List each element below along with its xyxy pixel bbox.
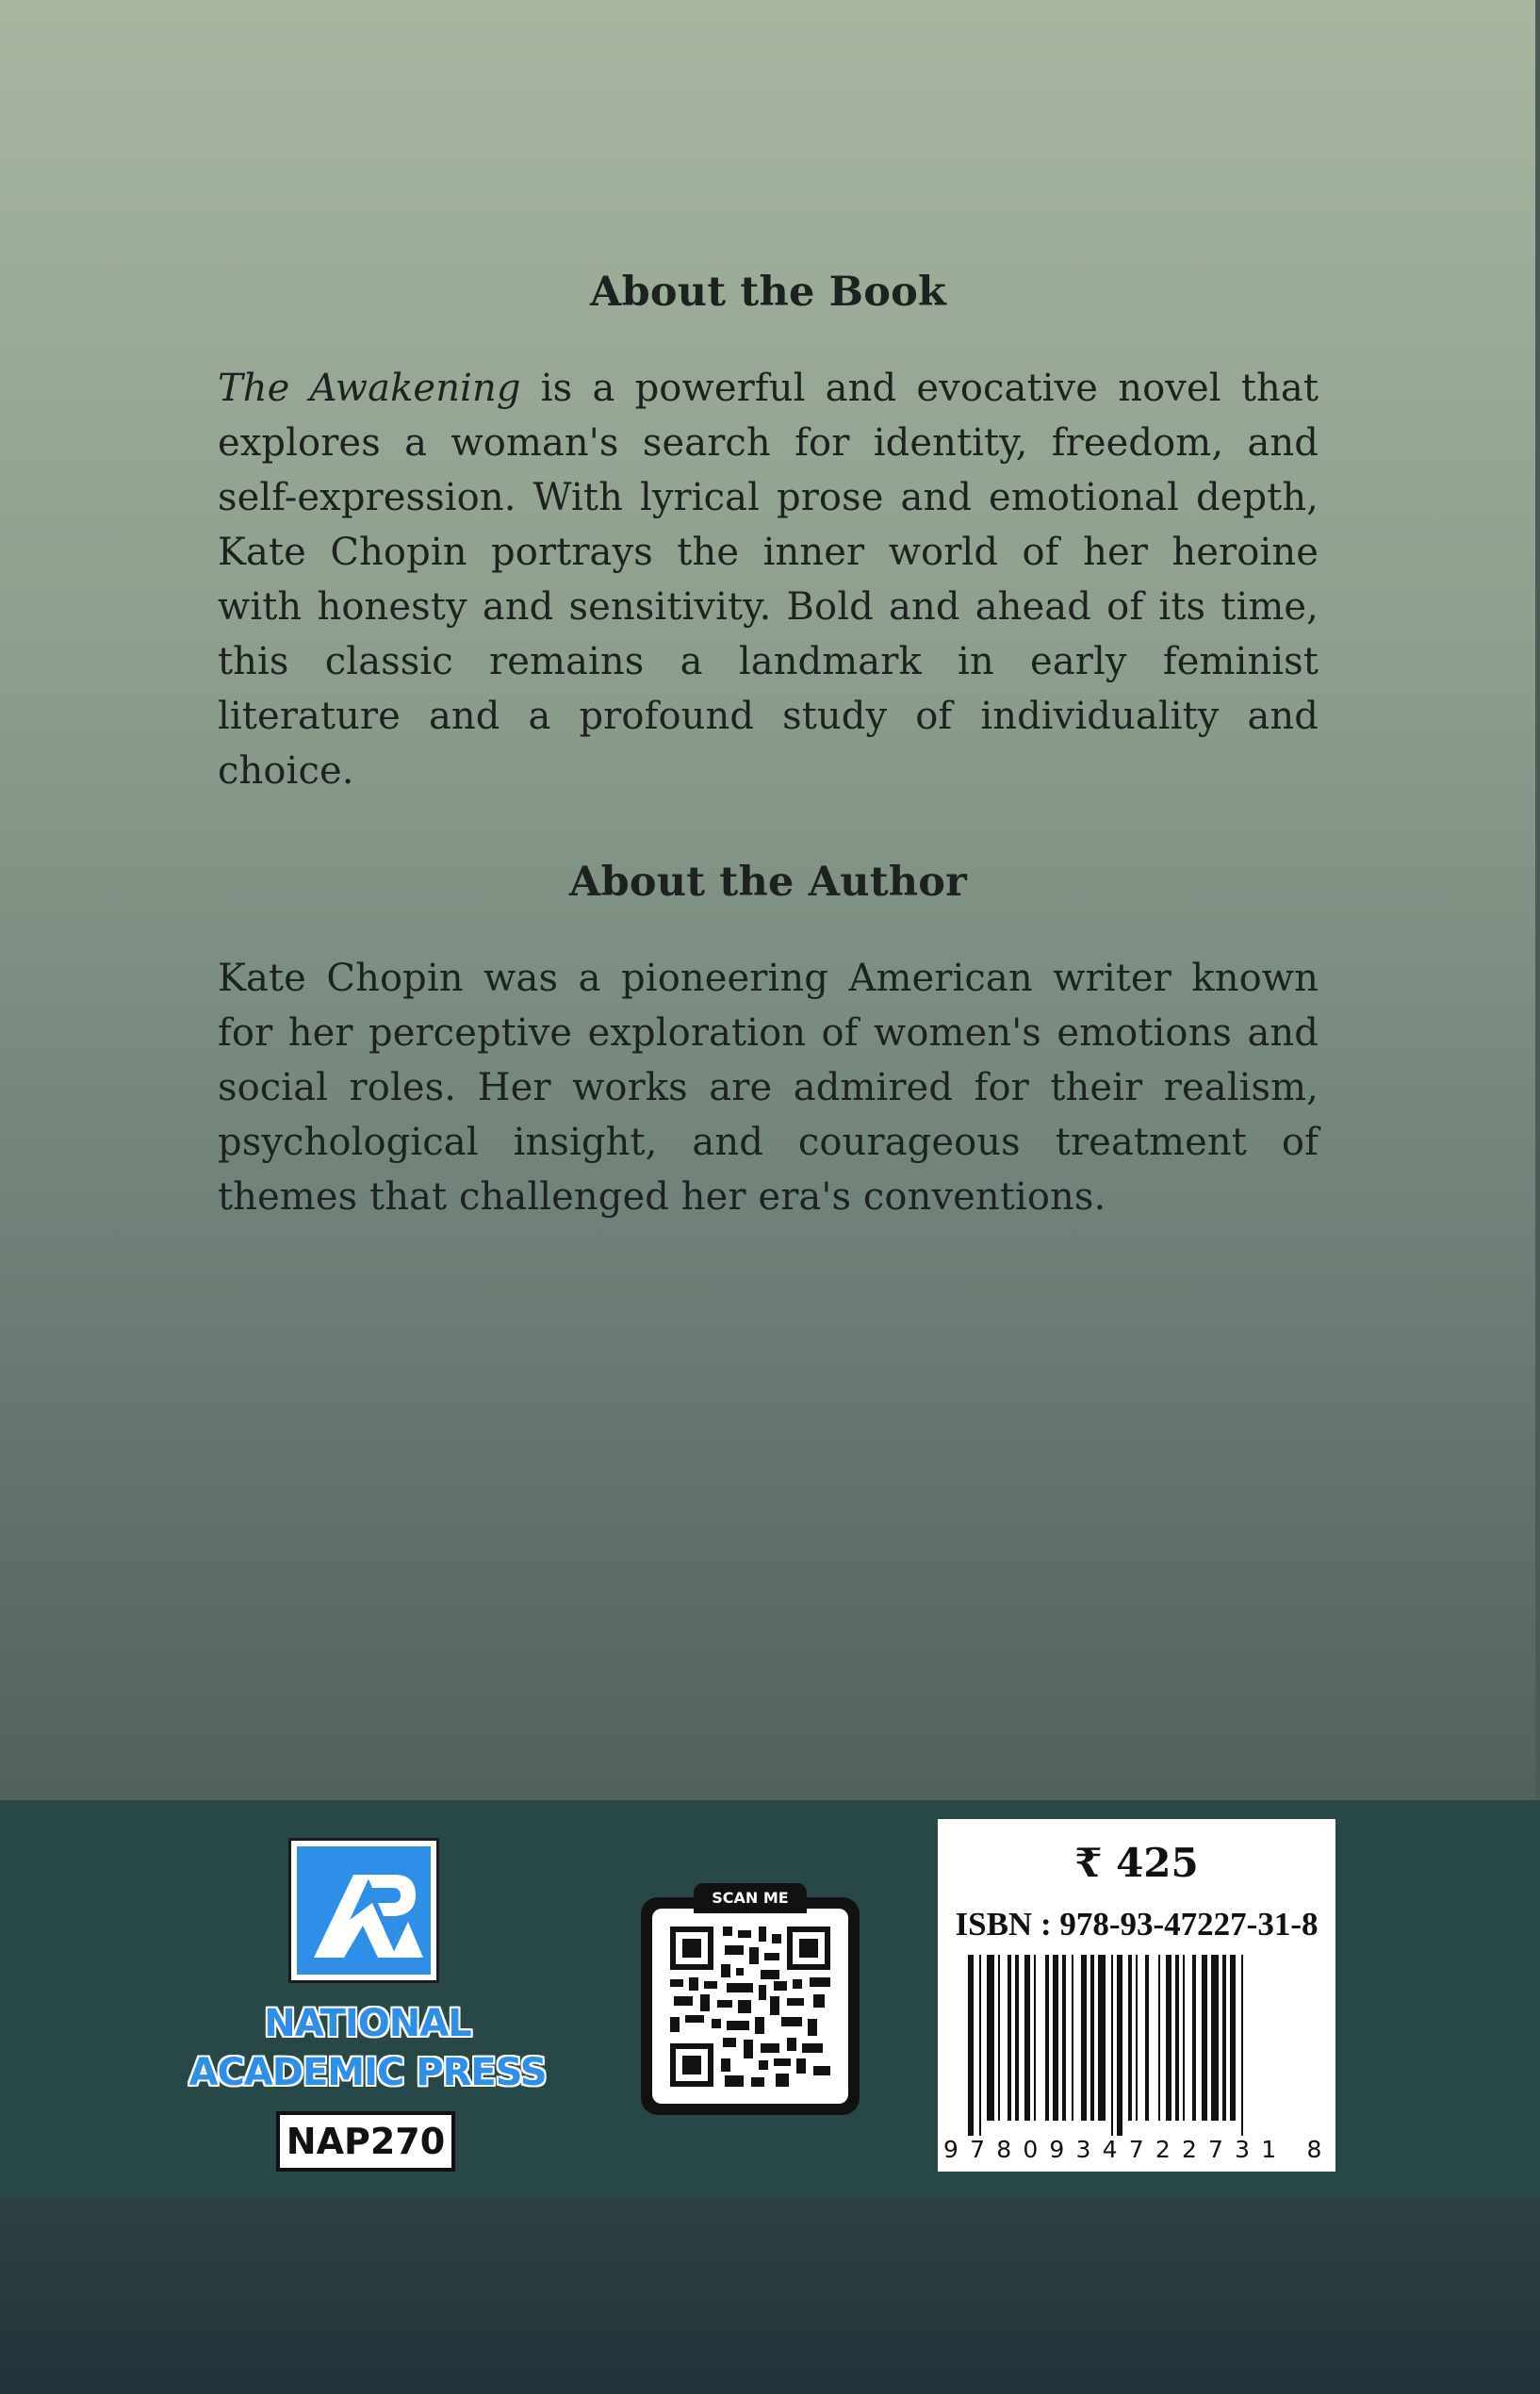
barcode-bar — [1145, 1955, 1149, 2121]
barcode-bar — [968, 1955, 974, 2136]
about-book-text: is a powerful and evocative novel that explores a woman's search for identity, freedom, and self-expression. With lyrical prose and emotional depth, Kate Chopin portrays the inner world of her heroine with honesty and sensitivity. Bold and ahead of its time, this classic remains a landmark in early feminist literature and a profound study of individuality and choice. — [218, 367, 1319, 793]
about-book-heading: About the Book — [590, 269, 946, 316]
scan-me-label: SCAN ME — [694, 1883, 807, 1913]
book-title: The Awakening — [218, 367, 521, 410]
bottom-strip — [0, 2196, 1540, 2394]
barcode-bar — [1090, 1955, 1094, 2121]
barcode-bar — [998, 1955, 1000, 2121]
barcode-bar — [1081, 1955, 1087, 2121]
barcode-icon — [968, 1955, 1307, 2136]
qr-frame — [641, 1897, 860, 2115]
barcode-bar — [1128, 1955, 1132, 2121]
barcode-bar — [1117, 1955, 1122, 2136]
barcode-bar — [1072, 1955, 1073, 2121]
barcode-panel — [938, 1819, 1335, 2172]
barcode-bar — [1241, 1955, 1243, 2136]
barcode-digits: 9780934722731 8 — [943, 2136, 1334, 2163]
qr-code-icon — [670, 1927, 830, 2087]
barcode-bar — [1211, 1955, 1219, 2121]
barcode-bar — [1015, 1955, 1019, 2121]
blurb-content — [218, 269, 1319, 1224]
barcode-bar — [987, 1955, 994, 2121]
isbn: ISBN : 978-93-47227-31-8 — [955, 1906, 1319, 1943]
qr-inner — [652, 1909, 848, 2104]
barcode-bar — [1183, 1955, 1185, 2121]
publisher-logo-mark — [288, 1838, 439, 1983]
barcode-bar — [1222, 1955, 1226, 2121]
barcode-bar — [1158, 1955, 1160, 2121]
barcode-bar — [1192, 1955, 1196, 2121]
barcode-bar — [1062, 1955, 1066, 2121]
barcode-bar — [1111, 1955, 1113, 2136]
about-book-paragraph — [218, 361, 1319, 798]
barcode-bar — [979, 1955, 981, 2136]
qr-code[interactable] — [641, 1883, 860, 2115]
barcode-bar — [1008, 1955, 1011, 2121]
barcode-bar — [1136, 1955, 1138, 2121]
publisher-name-line2: ACADEMIC PRESS — [188, 2051, 547, 2094]
barcode-bar — [1024, 1955, 1030, 2121]
barcode-bar — [1098, 1955, 1106, 2121]
barcode-bar — [1230, 1955, 1236, 2121]
barcode-bar — [1202, 1955, 1207, 2121]
publisher-name-line1: NATIONAL — [264, 2002, 471, 2045]
barcode-bar — [1053, 1955, 1058, 2121]
price: ₹ 425 — [1074, 1840, 1199, 1886]
publisher-code: NAP270 — [276, 2111, 455, 2172]
publisher-logo — [184, 1838, 551, 2177]
publisher-mark-icon — [297, 1846, 431, 1975]
about-author-heading: About the Author — [569, 859, 967, 906]
barcode-bar — [1166, 1955, 1171, 2121]
barcode-bar — [1045, 1955, 1049, 2121]
about-author-paragraph: Kate Chopin was a pioneering American writer known for her perceptive exploration of women's emotions and social roles. Her works are admired for their realism, psychological insight, and courageous treatment of themes that challenged her era's conventions. — [218, 957, 1319, 1219]
barcode-bar — [1034, 1955, 1036, 2121]
barcode-bar — [1175, 1955, 1179, 2121]
